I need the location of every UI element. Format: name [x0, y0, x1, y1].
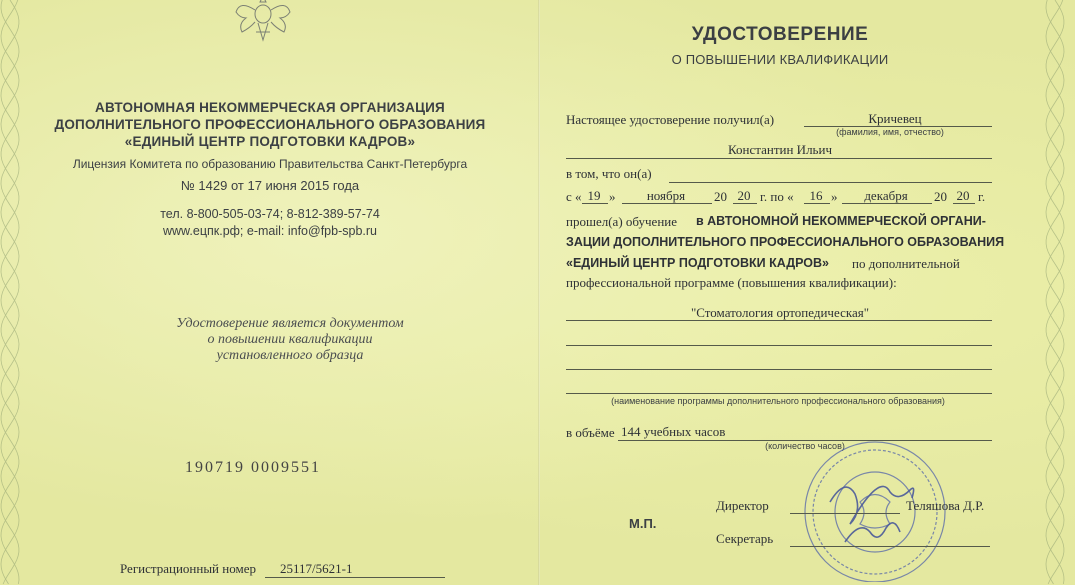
- date-to-month: декабря: [864, 188, 908, 203]
- date-to-year-underline: [953, 203, 975, 204]
- date-to-day-underline: [804, 203, 830, 204]
- date-from-prefix: с «: [566, 189, 582, 204]
- date-to-year-suffix: г.: [978, 189, 986, 204]
- program-underline4: [566, 393, 992, 394]
- date-from-close: »: [609, 189, 616, 204]
- coat-of-arms-icon: [232, 0, 294, 48]
- recipient-name: Константин Ильич: [728, 142, 832, 157]
- in-that-underline: [669, 182, 992, 183]
- fold-line: [538, 0, 540, 585]
- program-hint: (наименование программы дополнительного профессионального образования): [611, 396, 945, 406]
- program-underline2: [566, 345, 992, 346]
- registration-label: Регистрационный номер: [120, 561, 256, 576]
- date-from-day-underline: [582, 203, 608, 204]
- received-label: Настоящее удостоверение получил(а): [566, 112, 775, 127]
- note-line2: о повышении квалификации: [207, 332, 373, 347]
- certificate-title: УДОСТОВЕРЕНИЕ: [691, 24, 869, 45]
- date-from-year: 20: [737, 188, 751, 203]
- trained-org-line2: ЗАЦИИ ДОПОЛНИТЕЛЬНОГО ПРОФЕССИОНАЛЬНОГО ОБРАЗОВАНИЯ: [566, 235, 1005, 249]
- license-number: № 1429 от 17 июня 2015 года: [180, 178, 360, 193]
- program-underline1: [566, 320, 992, 321]
- fio-hint: (фамилия, имя, отчество): [836, 127, 944, 137]
- note-line1: Удостоверение является документом: [176, 316, 404, 331]
- director-label: Директор: [716, 498, 769, 513]
- registration-underline: [265, 577, 445, 578]
- recipient-surname: Кричевец: [868, 111, 922, 126]
- date-from-day: 19: [587, 188, 601, 203]
- name-underline: [566, 158, 992, 159]
- date-to-month-underline: [842, 203, 932, 204]
- stamp-place-label: М.П.: [629, 516, 657, 531]
- trained-prefix: прошел(а) обучение: [566, 214, 678, 229]
- in-that-label: в том, что он(а): [566, 166, 652, 181]
- note-line3: установленного образца: [216, 348, 364, 363]
- org-name-line1: АВТОНОМНАЯ НЕКОММЕРЧЕСКАЯ ОРГАНИЗАЦИЯ: [95, 100, 445, 115]
- director-signature-line: [790, 513, 900, 514]
- volume-label: в объёме: [566, 425, 615, 440]
- registration-number: 25117/5621-1: [280, 561, 353, 576]
- trained-tail: по дополнительной: [852, 256, 960, 271]
- trained-line4: профессиональной программе (повышения квалификации):: [566, 275, 897, 290]
- volume-value: 144 учебных часов: [621, 424, 726, 439]
- date-to-year-prefix: 20: [934, 189, 947, 204]
- director-name: Теляшова Д.Р.: [906, 498, 985, 513]
- program-name: "Стоматология ортопедическая": [690, 305, 870, 320]
- website-email: www.ецпк.рф; e-mail: info@fpb-spb.ru: [163, 224, 377, 238]
- date-from-year-prefix: 20: [714, 189, 727, 204]
- date-to-prefix: г. по «: [760, 189, 794, 204]
- secretary-signature-line: [790, 546, 990, 547]
- hours-hint: (количество часов): [765, 441, 845, 451]
- trained-org-line3: «ЕДИНЫЙ ЦЕНТР ПОДГОТОВКИ КАДРОВ»: [566, 256, 829, 270]
- org-name-line2: ДОПОЛНИТЕЛЬНОГО ПРОФЕССИОНАЛЬНОГО ОБРАЗОВАНИЯ: [54, 117, 486, 132]
- date-to-day: 16: [809, 188, 823, 203]
- license-line: Лицензия Комитета по образованию Правительства Санкт-Петербурга: [72, 157, 468, 171]
- serial-number: 190719 0009551: [185, 459, 321, 476]
- org-name-line3: «ЕДИНЫЙ ЦЕНТР ПОДГОТОВКИ КАДРОВ»: [124, 134, 416, 149]
- date-to-close: »: [831, 189, 838, 204]
- date-from-year-underline: [733, 203, 757, 204]
- certificate-subtitle: О ПОВЫШЕНИИ КВАЛИФИКАЦИИ: [671, 52, 889, 67]
- trained-org-line1: в АВТОНОМНОЙ НЕКОММЕРЧЕСКОЙ ОРГАНИ-: [696, 214, 986, 228]
- phone-numbers: тел. 8-800-505-03-74; 8-812-389-57-74: [160, 207, 380, 221]
- program-underline3: [566, 369, 992, 370]
- date-to-year: 20: [956, 188, 970, 203]
- date-from-month: ноября: [646, 188, 686, 203]
- secretary-label: Секретарь: [716, 531, 774, 546]
- date-from-month-underline: [622, 203, 712, 204]
